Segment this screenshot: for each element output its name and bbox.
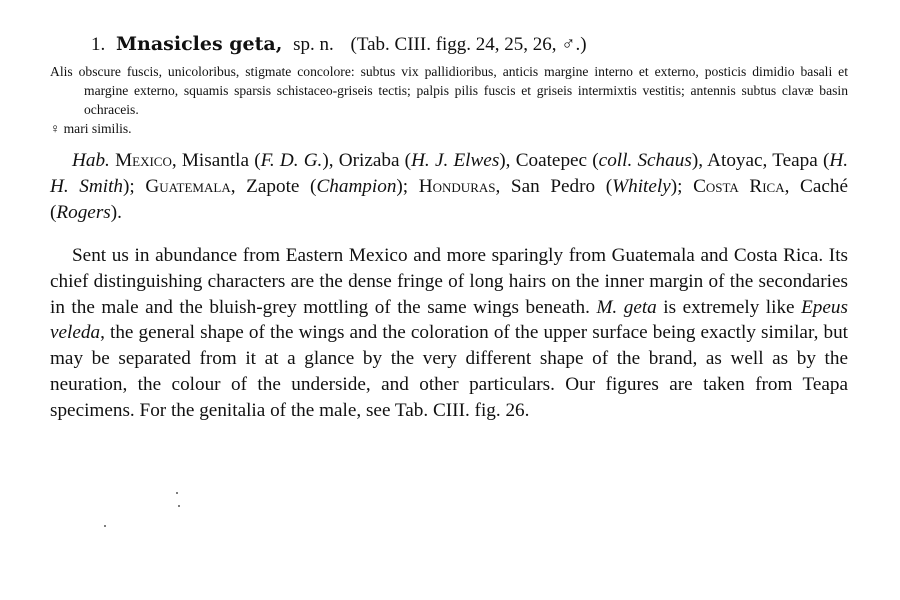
species-number: 1. <box>91 34 106 55</box>
collector: H. J. Elwes <box>411 150 500 171</box>
habitat-text: ), Orizaba ( <box>322 150 412 171</box>
collector: Rogers <box>56 202 111 223</box>
collector: Champion <box>316 176 397 197</box>
species-heading <box>91 30 871 59</box>
habitat-text: , Misantla ( <box>171 150 261 171</box>
body-text: , the general shape of the wings and the coloration of the upper surface being exactly similar, but may be separated from it at a glance by the very different shape of the brand, as well as by the neuration, the colour of the underside, and other particulars. Our figures are taken from Teapa specimens. For the genitalia of the male, see Tab. CIII. fig. 26. <box>50 322 848 421</box>
habitat-paragraph <box>50 148 848 226</box>
species-name: Mnasicles geta, <box>116 33 283 55</box>
discussion-paragraph <box>50 243 848 424</box>
habitat-text: , San Pedro ( <box>495 176 613 197</box>
habitat-text: , Caché ( <box>50 176 848 223</box>
collector: Whitely <box>612 176 671 197</box>
collector: coll. Schaus <box>598 150 692 171</box>
habitat-text: ). <box>110 202 122 223</box>
country-honduras: Honduras <box>418 176 496 197</box>
plate-reference: (Tab. CIII. figg. 24, 25, 26, ♂.) <box>350 34 587 55</box>
habitat-text: , Zapote ( <box>230 176 317 197</box>
print-speck <box>176 492 178 494</box>
species-status: sp. n. <box>293 34 334 55</box>
species-italic: M. geta <box>596 296 657 318</box>
habitat-text: ); <box>396 176 419 197</box>
print-speck <box>104 525 106 527</box>
collector: H. H. Smith <box>50 150 848 197</box>
country-costa-rica: Costa Rica <box>693 176 785 197</box>
habitat-text: ), Coatepec ( <box>499 150 599 171</box>
country-mexico: Mexico <box>115 150 172 171</box>
latin-description <box>50 62 848 138</box>
latin-diagnosis: Alis obscure fuscis, unicoloribus, stigmate concolore: subtus vix pallidioribus, anticis margine interno et externo, posticis dimidio basali et margine externo, squamis sparsis schistaceo-griseis tectis; palpis pilis fuscis et griseis intermixtis vestitis; antennis subtus clavæ basin ochraceis. <box>50 64 848 117</box>
female-note: ♀ mari similis. <box>50 121 132 136</box>
print-speck <box>178 505 180 507</box>
habitat-text: ), Atoyac, Teapa ( <box>691 150 830 171</box>
habitat-text: ); <box>123 176 146 197</box>
body-text: is extremely like <box>656 296 802 318</box>
country-guatemala: Guatemala <box>145 176 231 197</box>
hab-label: Hab. <box>72 150 110 171</box>
habitat-text: ); <box>670 176 694 197</box>
species-italic: Epeus veleda <box>50 296 848 344</box>
body-text: Sent us in abundance from Eastern Mexico and more sparingly from Guatemala and Costa Rica. Its chief distinguishing characters are the dense fringe of long hairs on the inner margin of the secondaries in the male and the bluish-grey mottling of the same wings beneath. <box>50 245 848 318</box>
collector: F. D. G. <box>260 150 323 171</box>
